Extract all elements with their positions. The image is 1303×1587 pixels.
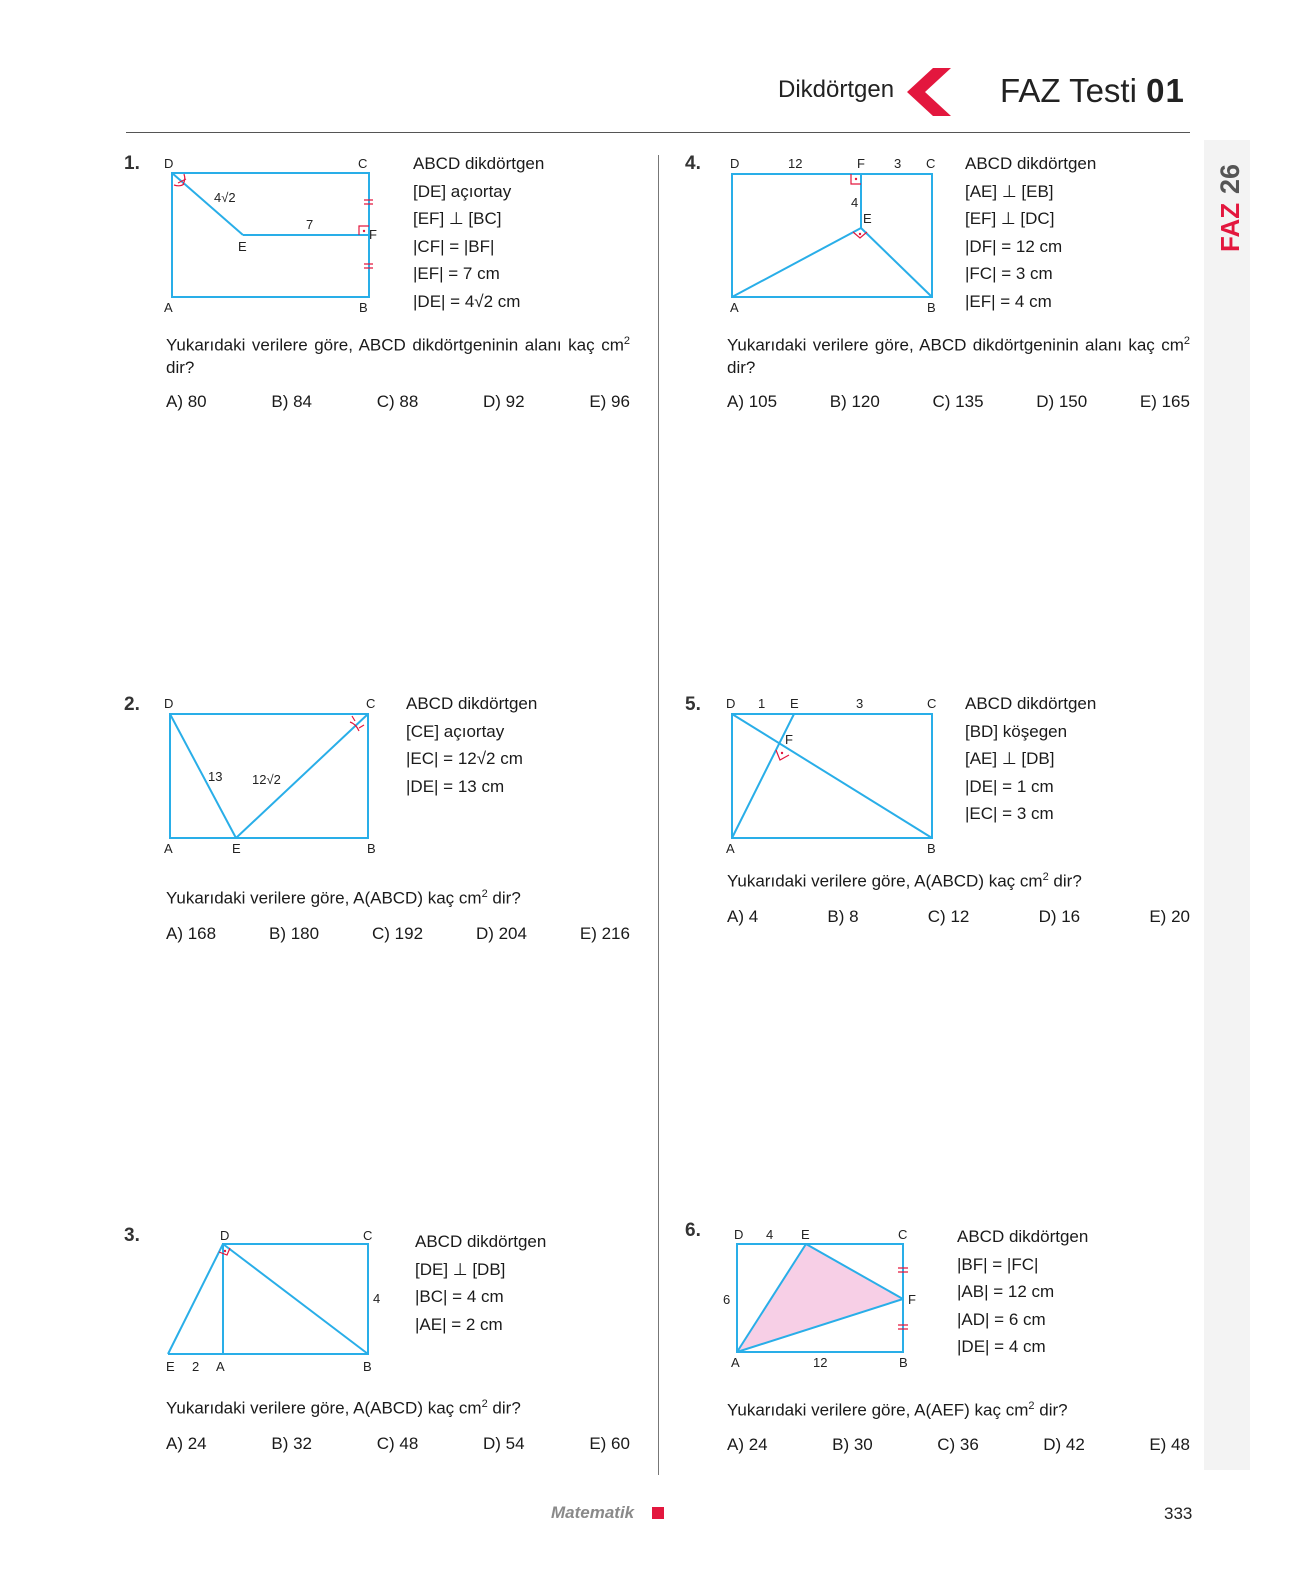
given-line: |EF| = 4 cm — [965, 291, 1052, 311]
question-4-text: Yukarıdaki verilere göre, ABCD dikdörtgeninin alanı kaç $cm^2$ dir? — [727, 335, 1190, 377]
vertex-d: D — [734, 1227, 744, 1242]
question-5-givens — [965, 690, 1096, 828]
option-c[interactable]: C) 88 — [376, 392, 419, 411]
page-number: 333 — [1164, 1504, 1193, 1523]
option-a[interactable]: A) 4 — [727, 907, 759, 926]
question-5-text: Yukarıdaki verilere göre, A(ABCD) kaç $cm^2$ dir? — [727, 871, 1082, 891]
vertex-b: B — [363, 1359, 372, 1374]
label-de: 4√2 — [214, 190, 236, 205]
question-6-options — [727, 1435, 1190, 1455]
question-2-options — [166, 924, 630, 944]
question-3-givens — [415, 1228, 546, 1338]
option-b[interactable]: B) 84 — [271, 392, 312, 411]
label-ef: 4 — [851, 195, 859, 210]
given-line: [EF] ⊥ [BC] — [413, 209, 502, 228]
option-c[interactable]: C) 36 — [937, 1435, 979, 1454]
given-line: |DE| = 4√2 cm — [413, 291, 521, 311]
given-line: |FC| = 3 cm — [965, 264, 1053, 283]
question-number: 5. — [685, 694, 701, 715]
given-line: ABCD dikdörtgen — [965, 694, 1097, 713]
test-title — [1000, 72, 1185, 110]
vertex-f: F — [369, 227, 377, 242]
option-b[interactable]: B) 8 — [827, 907, 859, 926]
label-ab: 12 — [813, 1355, 828, 1370]
given-line: [AE] ⊥ [DB] — [965, 749, 1055, 768]
label-fc: 3 — [894, 156, 902, 171]
option-d[interactable]: D) 54 — [483, 1434, 525, 1453]
vertex-b: B — [899, 1355, 908, 1370]
vertex-c: C — [363, 1228, 373, 1243]
option-b[interactable]: B) 120 — [829, 392, 880, 411]
vertex-d: D — [730, 156, 740, 171]
vertex-c: C — [926, 156, 936, 171]
option-a[interactable]: A) 24 — [166, 1434, 207, 1453]
question-6-text: Yukarıdaki verilere göre, A(AEF) kaç $cm^2$ dir? — [727, 1400, 1068, 1420]
option-e[interactable]: E) 216 — [579, 924, 630, 943]
vertex-c: C — [898, 1227, 908, 1242]
question-2-text: Yukarıdaki verilere göre, A(ABCD) kaç $cm^2$ dir? — [166, 888, 521, 908]
side-tab — [1204, 140, 1250, 1470]
vertex-f: F — [857, 156, 865, 171]
option-e[interactable]: E) 20 — [1149, 907, 1190, 926]
topic-title: Dikdörtgen — [778, 76, 895, 103]
vertex-e: E — [166, 1359, 175, 1374]
option-a[interactable]: A) 80 — [166, 392, 207, 411]
given-line: |AD| = 6 cm — [957, 1309, 1046, 1329]
label-ef: 7 — [306, 217, 314, 232]
given-line: [AE] ⊥ [EB] — [965, 181, 1054, 201]
vertex-e: E — [863, 211, 872, 226]
side-logo: FAZ — [1215, 202, 1245, 252]
vertex-d: D — [220, 1228, 230, 1243]
option-c[interactable]: C) 12 — [927, 907, 970, 926]
option-c[interactable]: C) 135 — [932, 392, 984, 411]
question-4-options — [727, 392, 1190, 412]
question-3-options — [166, 1434, 630, 1454]
given-line: |EF| = 7 cm — [413, 264, 500, 283]
label-de: 1 — [758, 696, 766, 711]
label-ad: 6 — [723, 1292, 731, 1307]
vertex-f: F — [785, 732, 793, 747]
question-number: 1. — [124, 153, 140, 174]
vertex-e: E — [790, 696, 799, 711]
question-3-figure — [160, 1228, 400, 1378]
question-number: 4. — [685, 153, 701, 174]
header-divider — [126, 132, 1190, 133]
option-b[interactable]: B) 30 — [832, 1435, 873, 1454]
column-divider — [658, 155, 659, 1475]
vertex-b: B — [367, 841, 376, 856]
footer-subject: Matematik — [551, 1503, 635, 1522]
given-line: [CE] açıortay — [406, 721, 505, 741]
vertex-a: A — [164, 300, 173, 315]
given-line: [BD] köşegen — [965, 721, 1068, 741]
side-number: 26 — [1215, 163, 1245, 194]
option-e[interactable]: E) 165 — [1139, 392, 1190, 411]
question-6-givens — [957, 1223, 1088, 1361]
footer-square-icon — [652, 1507, 664, 1519]
given-line: |AB| = 12 cm — [957, 1282, 1055, 1301]
option-a[interactable]: A) 105 — [727, 392, 778, 411]
option-e[interactable]: E) 60 — [589, 1434, 630, 1453]
side-tab-label — [1203, 150, 1253, 260]
question-number: 2. — [124, 694, 140, 715]
given-line: |AE| = 2 cm — [415, 1314, 503, 1334]
vertex-c: C — [358, 156, 368, 171]
question-5-figure — [722, 692, 952, 862]
question-1-options — [166, 392, 630, 412]
vertex-b: B — [927, 300, 936, 315]
question-number: 3. — [124, 1225, 140, 1246]
label-ae: 2 — [192, 1359, 200, 1374]
given-line: ABCD dikdörtgen — [406, 694, 538, 713]
vertex-c: C — [366, 696, 376, 711]
given-line: ABCD dikdörtgen — [957, 1227, 1089, 1246]
option-d[interactable]: D) 92 — [483, 392, 525, 411]
chevron-left-icon — [905, 68, 951, 116]
label-ec: 3 — [856, 696, 864, 711]
test-label: FAZ Testi — [1000, 72, 1137, 109]
question-6-figure — [722, 1224, 952, 1374]
given-line: ABCD dikdörtgen — [413, 154, 545, 173]
label-ec: 12√2 — [252, 772, 281, 787]
question-1-givens — [413, 150, 544, 315]
given-line: |DE| = 1 cm — [965, 776, 1054, 796]
option-c[interactable]: C) 48 — [376, 1434, 419, 1453]
question-5-options — [727, 907, 1190, 927]
option-a[interactable]: A) 168 — [166, 924, 217, 943]
test-number: 01 — [1146, 72, 1185, 109]
option-c[interactable]: C) 192 — [372, 924, 424, 943]
given-line: |DE| = 4 cm — [957, 1337, 1046, 1356]
question-4-figure — [722, 152, 952, 322]
given-line: [DE] ⊥ [DB] — [415, 1259, 506, 1279]
vertex-f: F — [908, 1292, 916, 1307]
vertex-d: D — [164, 156, 174, 171]
vertex-a: A — [730, 300, 739, 315]
given-line: |BC| = 4 cm — [415, 1287, 504, 1306]
given-line: [DE] açıortay — [413, 181, 512, 201]
given-line: |DE| = 13 cm — [406, 776, 505, 796]
vertex-c: C — [927, 696, 937, 711]
vertex-a: A — [731, 1355, 740, 1370]
question-2-figure — [160, 692, 390, 862]
option-e[interactable]: E) 48 — [1149, 1435, 1190, 1454]
given-line: |EC| = 12√2 cm — [406, 749, 523, 768]
question-1-figure — [160, 152, 390, 322]
vertex-e: E — [801, 1227, 810, 1242]
label-df: 12 — [788, 156, 803, 171]
given-line: |EC| = 3 cm — [965, 804, 1054, 823]
vertex-e: E — [238, 239, 247, 254]
shaded-triangle-aef — [737, 1244, 903, 1352]
given-line: |CF| = |BF| — [413, 236, 495, 256]
question-1-text: Yukarıdaki verilere göre, ABCD dikdörtgeninin alanı kaç $cm^2$ dir? — [166, 335, 630, 377]
label-de: 13 — [208, 769, 223, 784]
given-line: |DF| = 12 cm — [965, 236, 1063, 256]
vertex-e: E — [232, 841, 241, 856]
option-b[interactable]: B) 32 — [271, 1434, 312, 1453]
vertex-a: A — [726, 841, 735, 856]
option-d[interactable]: D) 150 — [1036, 392, 1088, 411]
question-4-givens — [965, 150, 1096, 315]
vertex-b: B — [927, 841, 936, 856]
given-line: [EF] ⊥ [DC] — [965, 209, 1055, 228]
question-number: 6. — [685, 1220, 701, 1241]
vertex-a: A — [164, 841, 173, 856]
option-d[interactable]: D) 16 — [1038, 907, 1081, 926]
given-line: ABCD dikdörtgen — [415, 1232, 547, 1251]
option-e[interactable]: E) 96 — [589, 392, 630, 411]
vertex-a: A — [216, 1359, 225, 1374]
question-3-text: Yukarıdaki verilere göre, A(ABCD) kaç $cm^2$ dir? — [166, 1398, 521, 1418]
label-de: 4 — [766, 1227, 774, 1242]
option-a[interactable]: A) 24 — [727, 1435, 768, 1454]
question-2-givens — [406, 690, 537, 800]
label-bc: 4 — [373, 1291, 381, 1306]
given-line: ABCD dikdörtgen — [965, 154, 1097, 173]
option-d[interactable]: D) 42 — [1043, 1435, 1085, 1454]
option-b[interactable]: B) 180 — [269, 924, 320, 943]
vertex-d: D — [164, 696, 174, 711]
vertex-b: B — [359, 300, 368, 315]
vertex-d: D — [726, 696, 736, 711]
given-line: |BF| = |FC| — [957, 1254, 1039, 1274]
option-d[interactable]: D) 204 — [475, 924, 527, 943]
